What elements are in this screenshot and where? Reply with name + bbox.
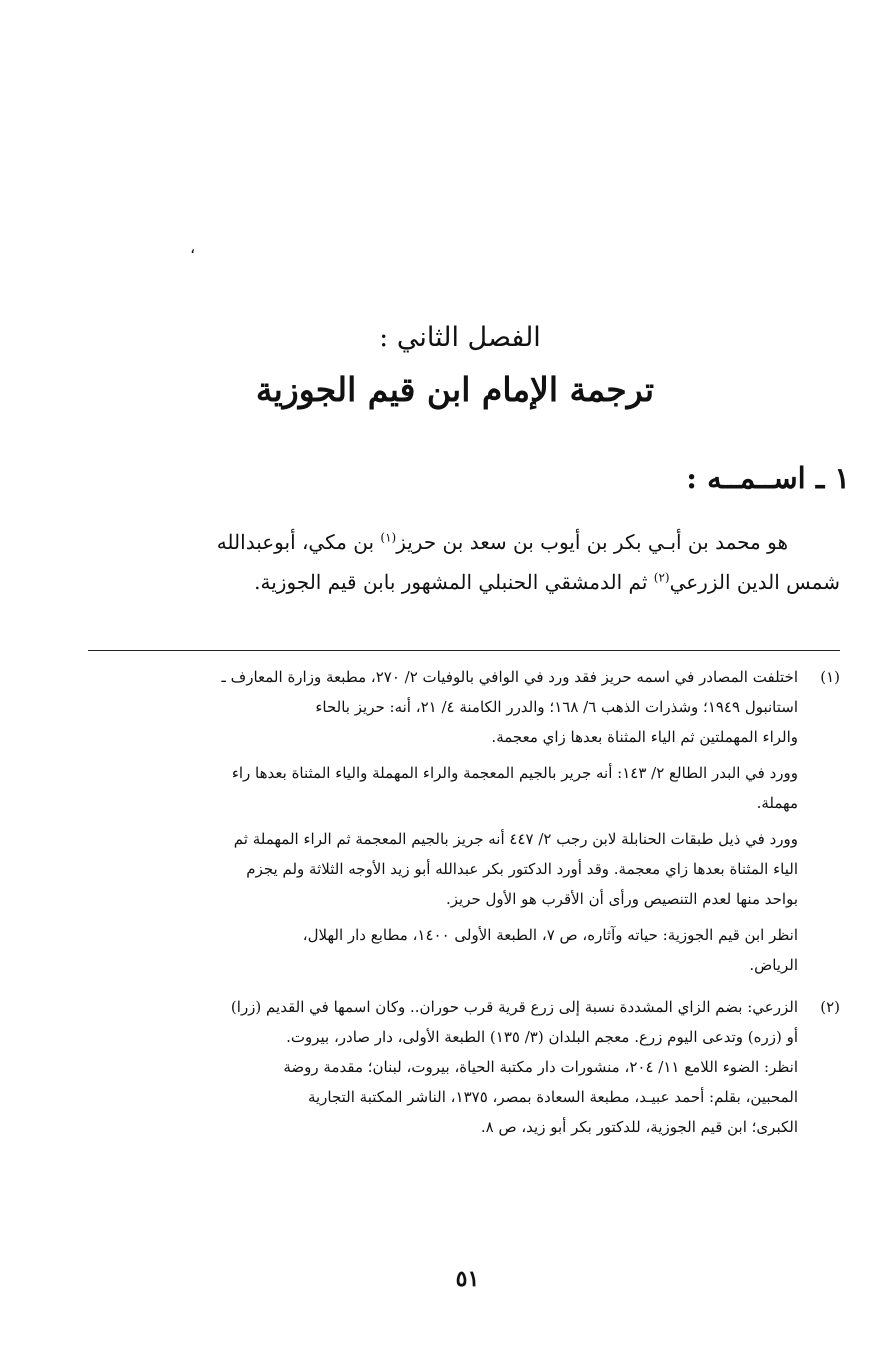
footnote-line: بواحد منها لعدم التنصيص ورأى أن الأقرب هو الأول حريز. — [445, 890, 798, 908]
chapter-title: ترجمة الإمام ابن قيم الجوزية — [255, 370, 655, 409]
footnote-line: والراء المهملتين ثم الياء المثناة بعدها زاي معجمة. — [491, 728, 798, 746]
footnote-paragraph — [85, 758, 798, 818]
footnote-line: استانبول ١٩٤٩؛ وشذرات الذهب ٦/ ١٦٨؛ والدرر الكامنة ٤/ ٢١، أنه: حريز بالحاء — [315, 698, 798, 716]
footnote-paragraph — [85, 992, 798, 1142]
body-text-segment: هو محمد بن أبـي بكر بن أيوب بن سعد بن حريز — [396, 530, 788, 554]
footnotes — [85, 662, 840, 1142]
footnote-line: الكبرى؛ ابن قيم الجوزية، للدكتور بكر أبو زيد، ص ٨. — [480, 1118, 798, 1136]
footnote-ref[interactable]: (٢) — [653, 570, 670, 585]
body-text-segment: ثم الدمشقي الحنبلي المشهور بابن قيم الجوزية. — [254, 570, 654, 594]
footnote-ref[interactable]: (١) — [380, 530, 397, 545]
footnote-line: انظر: الضوء اللامع ١١/ ٢٠٤، منشورات دار مكتبة الحياة، بيروت، لبنان؛ مقدمة روضة — [283, 1058, 798, 1076]
footnote — [85, 992, 840, 1142]
footnote-line: وورد في البدر الطالع ٢/ ١٤٣: أنه جرير بالجيم المعجمة والراء المهملة والياء المثناة بعدها راء — [231, 764, 798, 782]
footnote-line: الياء المثناة بعدها زاي معجمة. وقد أورد الدكتور بكر عبدالله أبو زيد الأوجه الثلاثة ولم يجزم — [246, 860, 798, 878]
footnote-number: (٢) — [820, 998, 840, 1016]
footnote-separator — [88, 650, 840, 651]
section-heading: ١ ـ اســمــه : — [686, 461, 850, 495]
chapter-label: الفصل الثاني : — [379, 322, 541, 353]
footnote-paragraph — [85, 920, 798, 980]
footnote-line: انظر ابن قيم الجوزية: حياته وآثاره، ص ٧، الطبعة الأولى ١٤٠٠، مطابع دار الهلال، — [302, 926, 798, 944]
footnote-line: الزرعي: بضم الزاي المشددة نسبة إلى زرع قرية قرب حوران.. وكان اسمها في القديم (زرا) — [230, 998, 798, 1016]
stray-mark: ، — [190, 238, 196, 257]
body-line — [85, 522, 840, 562]
page-number: ٥١ — [455, 1266, 480, 1292]
footnote-line: أو (زره) وتدعى اليوم زرع. معجم البلدان (٣/ ١٣٥) الطبعة الأولى، دار صادر، بيروت. — [286, 1028, 798, 1046]
footnote-line: اختلفت المصادر في اسمه حريز فقد ورد في الوافي بالوفيات ٢/ ٢٧٠، مطبعة وزارة المعارف ـ — [221, 668, 798, 686]
footnote-line: مهملة. — [756, 794, 798, 812]
footnote-number: (١) — [820, 668, 840, 686]
body-line — [85, 562, 840, 602]
footnote — [85, 662, 840, 980]
body-text-segment: بن مكي، أبوعبدالله — [216, 530, 381, 554]
body-paragraph — [85, 522, 840, 602]
footnote-paragraph — [85, 662, 798, 752]
footnote-line: الرياض. — [749, 956, 798, 974]
body-text-segment: شمس الدين الزرعي — [669, 570, 840, 594]
footnote-paragraph — [85, 824, 798, 914]
footnote-line: المحبين، بقلم: أحمد عبيـد، مطبعة السعادة بمصر، ١٣٧٥، الناشر المكتبة التجارية — [307, 1088, 798, 1106]
footnote-line: وورد في ذيل طبقات الحنابلة لابن رجب ٢/ ٤٤٧ أنه جريز بالجيم المعجمة ثم الراء المهملة ثم — [233, 830, 798, 848]
